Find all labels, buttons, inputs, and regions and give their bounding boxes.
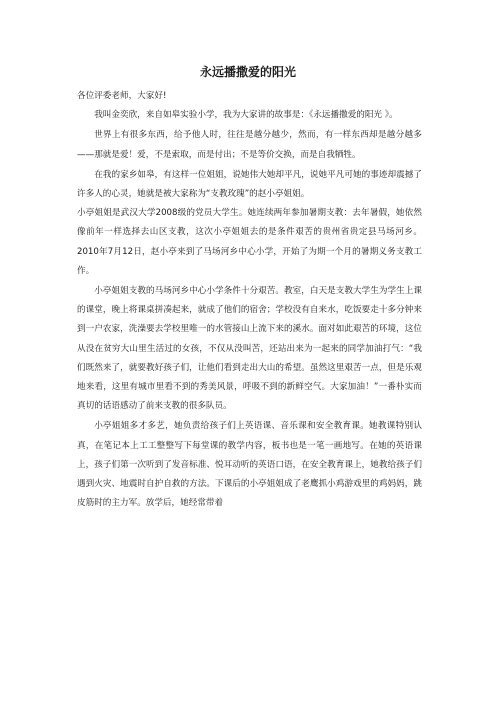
hometown-paragraph: 在我的家乡如皋，有这样一位姐姐，说她伟大她却平凡，说她平凡可她的事迹却震撼了许多人的心灵，她就是被大家称为“支教玫瑰”的赵小亭姐姐。 (77, 169, 422, 200)
background-paragraph: 小亭姐姐是武汉大学2008级的党员大学生。她连续两年参加暑期支教：去年暑假，她依然像前年一样选择去山区支教，这次小亭姐姐去的是条件艰苦的贵州省贵定县马场河乡。2010年7月12日，赵小亭来到了马场河乡中心小学，开始了为期一个月的暑期义务支教工作。 (77, 208, 422, 276)
teaching-paragraph: 小亭姐姐多才多艺，她负责给孩子们上英语课、音乐课和安全教育课。她教课特别认真，在笔记本上工工整整写下每堂课的教学内容，板书也是一笔一画地写。在她的英语课上，孩子们第一次听到了发音标准、悦耳动听的英语口语，在安全教育课上，她教给孩子们遇到火灾、地震时自护自救的方法。下课后的小亭姐姐成了老鹰抓小鸡游戏里的鸡妈妈，跳皮筋时的主力军。放学后，她经常带着 (77, 421, 422, 509)
intro-paragraph: 我叫金奕欣，来自如皋实验小学，我为大家讲的故事是：《永远播撒爱的阳光 》。 (94, 110, 398, 121)
document-body (77, 87, 422, 513)
love-paragraph: 世界上有很多东西，给予他人时，往往是越分越少，然而，有一样东西却是越分越多——那就是爱！爱，不是索取，而是付出；不是等价交换，而是自我牺牲。 (77, 130, 422, 160)
document-title: 永远播撒爱的阳光 (199, 65, 296, 79)
greeting-paragraph: 各位评委老师，大家好! (77, 91, 167, 101)
conditions-paragraph: 小亭姐姐支教的马场河乡中心小学条件十分艰苦。教室，白天是支教大学生为学生上课的课堂，晚上将课桌拼凑起来，就成了他们的宿舍；学校没有自来水，吃饭要走十多分钟来到一户农家，洗澡要去学校里唯一的水管接山上流下来的溪水。面对如此艰苦的环境，这位从没在贫穷大山里生活过的女孩，不仅从没叫苦，还站出来为一起来的同学加油打气：“我们既然来了，就要教好孩子们，让他们看到走出大山的希望。虽然这里艰苦一点，但是乐观地来看，这里有城市里看不到的秀美风景，呼吸不到的新鲜空气。大家加油！”一番朴实而真切的话语感动了前来支教的很多队员。 (77, 286, 422, 412)
